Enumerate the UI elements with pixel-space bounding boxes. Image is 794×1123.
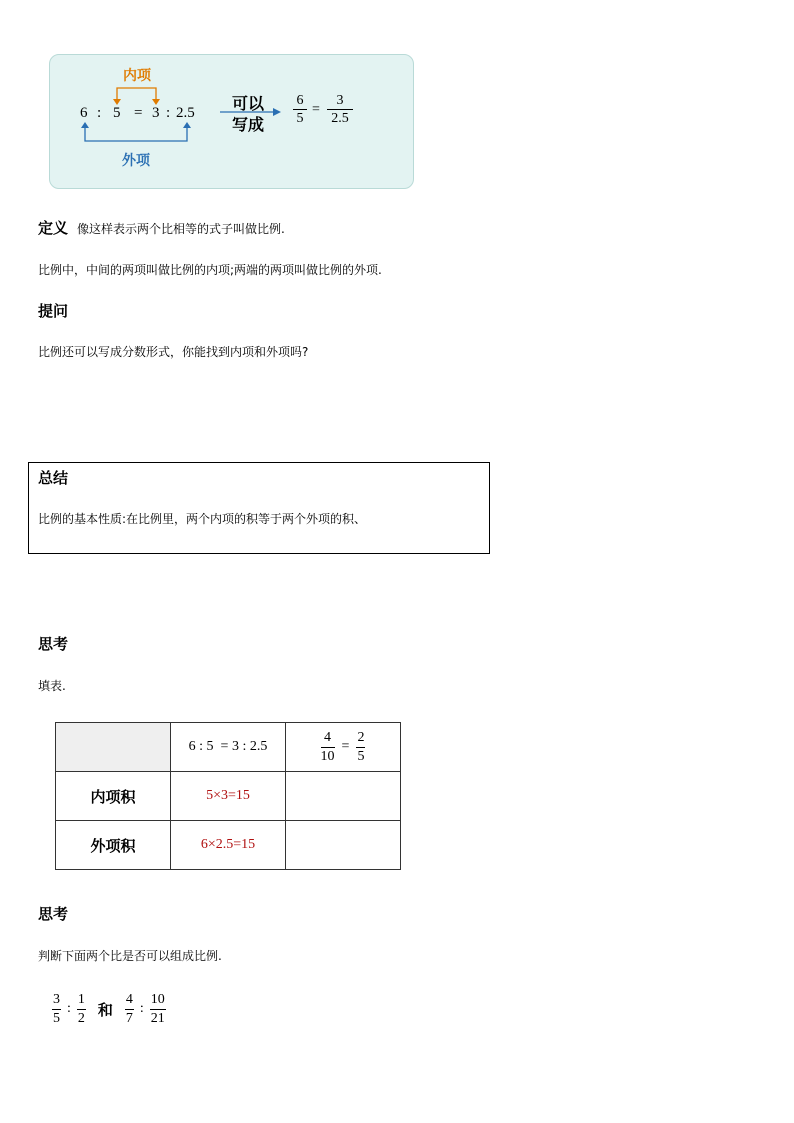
fraction-numerator: 3 xyxy=(52,991,61,1010)
ratio-colon: : xyxy=(67,1001,71,1016)
think-heading: 思考 xyxy=(38,635,69,653)
fraction-denominator: 2.5 xyxy=(331,111,349,126)
think-heading: 思考 xyxy=(38,905,69,923)
inner-terms-label: 内项 xyxy=(123,68,151,84)
ratio-colon: : xyxy=(97,105,102,121)
table-corner-cell xyxy=(56,723,171,772)
write-as-line1: 可以 xyxy=(232,94,265,113)
fraction-denominator: 7 xyxy=(125,1010,133,1026)
header-fraction-left xyxy=(321,729,335,766)
fraction-denominator: 10 xyxy=(320,748,335,764)
fraction-1-2 xyxy=(77,991,86,1028)
ratio-term-d: 2.5 xyxy=(176,105,195,121)
fraction-numerator: 6 xyxy=(293,92,307,110)
think-instruction: 填表. xyxy=(38,679,66,693)
fraction-denominator: 2 xyxy=(77,1010,85,1026)
terms-text: 比例中，中间的两项叫做比例的内项;两端的两项叫做比例的外项. xyxy=(38,263,382,277)
outer-terms-label: 外项 xyxy=(122,153,150,169)
think-instruction: 判断下面两个比是否可以组成比例. xyxy=(38,949,222,963)
write-as-line2: 写成 xyxy=(232,115,265,134)
ratio-term-c: 3 xyxy=(152,105,160,121)
table-header-ratio: 6 : 5 = 3 : 2.5 xyxy=(171,723,286,772)
header-fraction-right xyxy=(356,729,365,766)
summary-heading: 总结 xyxy=(38,469,69,487)
ratio-colon: : xyxy=(139,1001,144,1016)
ratio-colon: : xyxy=(166,105,171,121)
inner-product-answer: 5×3=15 xyxy=(171,772,286,821)
bracket-arrows xyxy=(0,0,420,200)
fraction-numerator: 2 xyxy=(356,729,365,748)
ratio-equals: = xyxy=(134,105,143,121)
fraction-right xyxy=(327,92,353,128)
summary-box xyxy=(28,462,490,554)
question-heading: 提问 xyxy=(38,302,69,320)
fill-table xyxy=(55,722,401,870)
ratio-term-b: 5 xyxy=(113,105,121,121)
fraction-numerator: 1 xyxy=(77,991,86,1010)
and-word: 和 xyxy=(97,1000,113,1019)
table-row xyxy=(56,821,401,870)
fraction-denominator: 5 xyxy=(296,111,304,126)
fraction-denominator: 5 xyxy=(53,1010,60,1026)
fraction-denominator: 5 xyxy=(357,748,365,764)
inner-product-blank-cell[interactable] xyxy=(286,772,401,821)
fraction-numerator: 10 xyxy=(150,991,166,1010)
question-text: 比例还可以写成分数形式，你能找到内项和外项吗? xyxy=(38,345,309,359)
fraction-left xyxy=(293,92,307,128)
definition-text: 像这样表示两个比相等的式子叫做比例. xyxy=(77,222,285,236)
fraction-numerator: 4 xyxy=(321,729,335,748)
row-label-outer-product: 外项积 xyxy=(56,821,171,870)
fraction-10-21 xyxy=(150,991,166,1028)
outer-product-answer: 6×2.5=15 xyxy=(171,821,286,870)
fraction-denominator: 21 xyxy=(150,1010,165,1026)
table-header-fraction xyxy=(286,723,401,772)
ratio-pair-expression xyxy=(52,987,166,1031)
row-label-inner-product: 内项积 xyxy=(56,772,171,821)
header-fraction-equals: = xyxy=(341,739,350,754)
fraction-numerator: 3 xyxy=(327,92,353,110)
outer-product-blank-cell[interactable] xyxy=(286,821,401,870)
table-row xyxy=(56,772,401,821)
table-header-row xyxy=(56,723,401,772)
fraction-numerator: 4 xyxy=(125,991,134,1010)
ratio-term-a: 6 xyxy=(80,105,88,121)
fraction-4-7 xyxy=(125,991,134,1028)
definition-label: 定义 xyxy=(38,219,69,237)
summary-text: 比例的基本性质:在比例里，两个内项的积等于两个外项的积、 xyxy=(38,512,367,526)
write-as-label xyxy=(232,93,264,135)
fraction-equals: = xyxy=(312,102,320,117)
fraction-3-5 xyxy=(52,991,61,1028)
